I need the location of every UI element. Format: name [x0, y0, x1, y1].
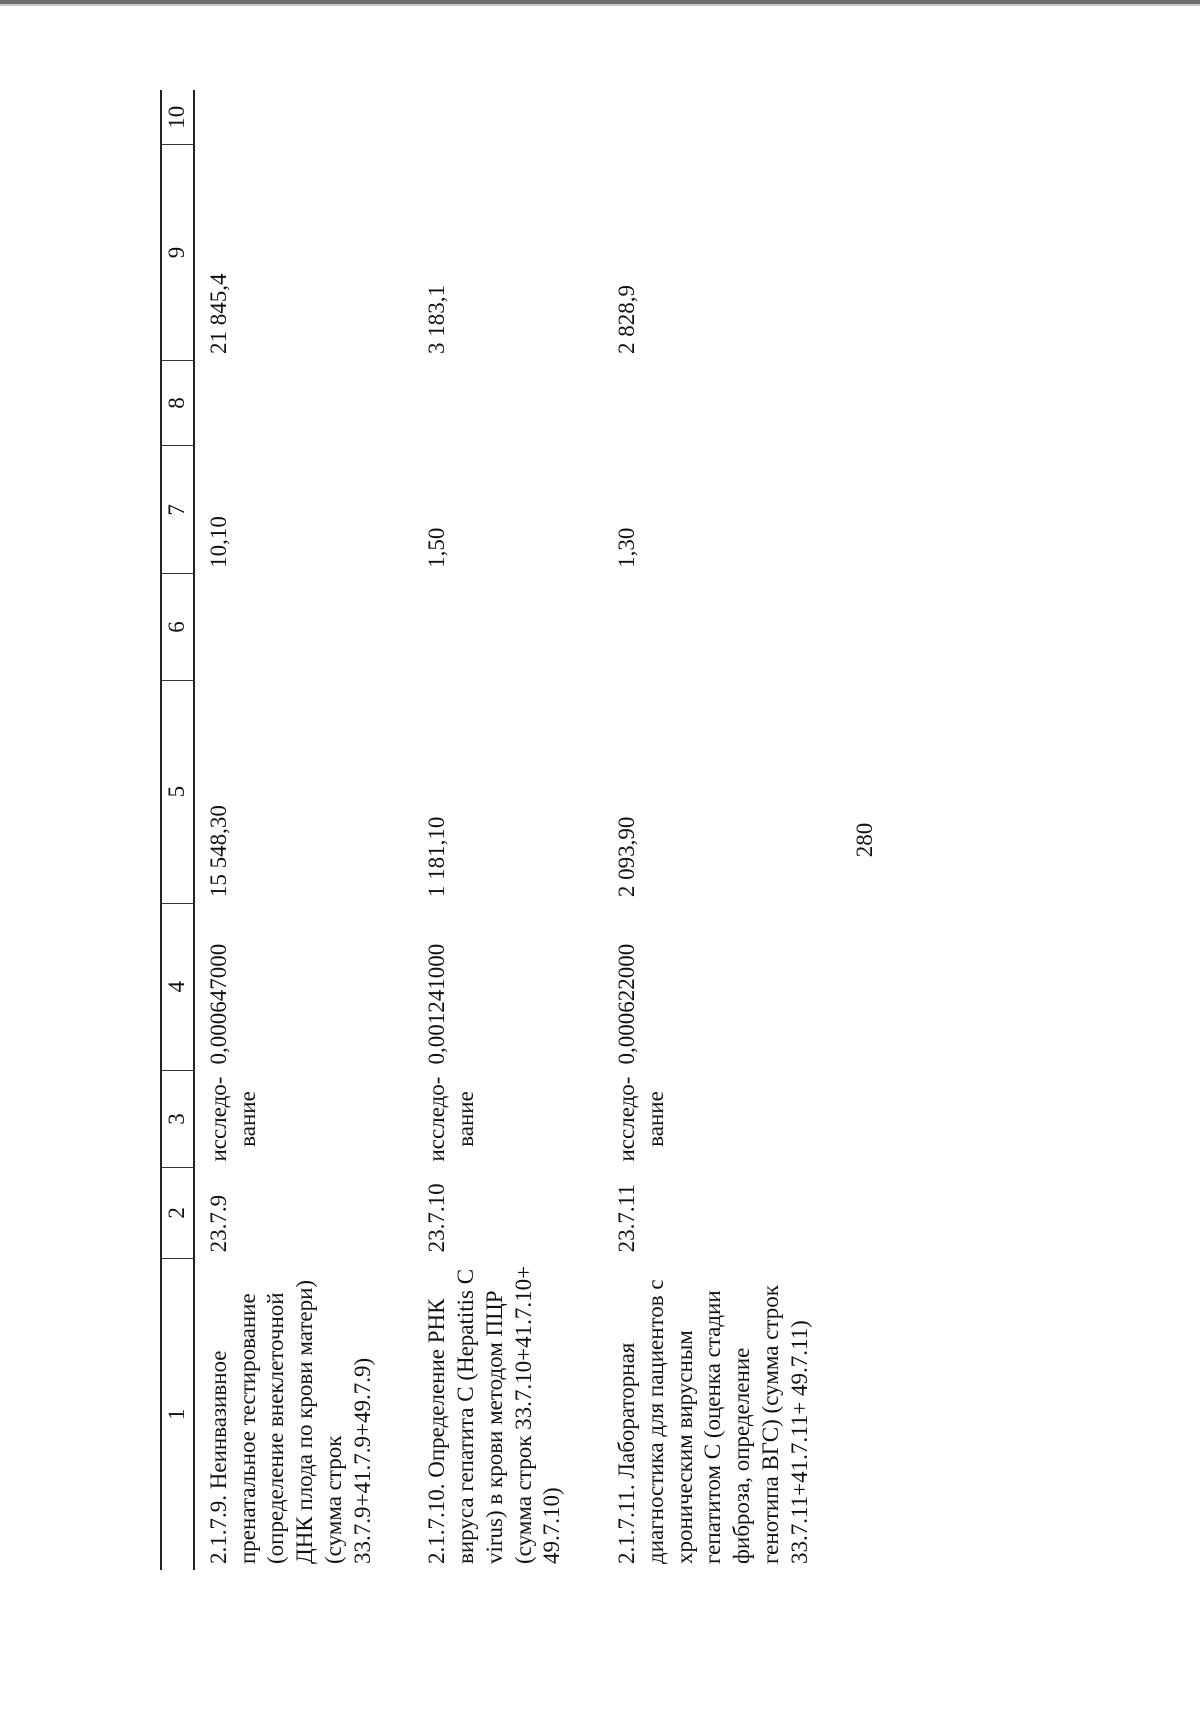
data-table	[160, 90, 850, 1570]
row-col6-cell	[413, 574, 603, 680]
row-col5-cell: 15 548,30	[205, 805, 231, 898]
row-col8-cell	[194, 360, 414, 446]
row-col4-cell: 0,001241000	[424, 943, 450, 1065]
row-col7-cell: 10,10	[205, 516, 231, 568]
row-col4-cell: 0,000622000	[614, 943, 639, 1065]
row-unit-cell: исследо-вание	[424, 1076, 478, 1162]
row-col8-cell	[413, 360, 603, 446]
column-header-6: 6	[161, 574, 194, 680]
table-row	[603, 90, 850, 1570]
row-col9-cell: 21 845,4	[205, 273, 231, 355]
row-col9-cell: 2 828,9	[614, 285, 639, 355]
row-col7-cell: 1,30	[614, 527, 639, 568]
row-code-cell: 23.7.11	[614, 1184, 639, 1253]
column-header-8: 8	[161, 360, 194, 446]
scan-edge-shadow	[0, 4, 1200, 6]
row-col5-cell: 1 181,10	[424, 816, 450, 898]
row-unit-cell: исследо-вание	[614, 1076, 668, 1162]
row-col8-cell	[603, 360, 850, 446]
column-header-9: 9	[161, 145, 194, 360]
row-col4-cell: 0,000647000	[205, 943, 231, 1065]
rotated-page	[20, 50, 1120, 1650]
row-col10-cell	[603, 90, 850, 145]
column-header-10: 10	[161, 90, 194, 145]
row-col5-cell: 2 093,90	[614, 816, 639, 898]
column-header-1: 1	[161, 1258, 194, 1570]
row-code-cell: 23.7.10	[424, 1183, 450, 1253]
column-header-7: 7	[161, 446, 194, 574]
column-header-3: 3	[161, 1071, 194, 1168]
row-col9-cell: 3 183,1	[424, 285, 450, 355]
table-row	[194, 90, 414, 1570]
column-header-2: 2	[161, 1168, 194, 1259]
row-unit-cell: исследо-вание	[205, 1076, 260, 1162]
row-name-cell: 2.1.7.9. Неинвазивное пренатальное тестирование (определение внеклеточной ДНК плода по крови матери) (сумма строк 33.7.9+41.7.9+49.7.9)	[205, 1279, 375, 1564]
column-header-5: 5	[161, 680, 194, 903]
row-code-cell: 23.7.9	[205, 1194, 231, 1253]
header-row	[161, 90, 194, 1570]
table-row	[413, 90, 603, 1570]
row-col6-cell	[194, 574, 414, 680]
column-header-4: 4	[161, 903, 194, 1070]
row-name-cell: 2.1.7.11. Лабораторная диагностика для пациентов с хроническим вирусным гепатитом С (оценка стадии фиброза, определение генотипа ВГС) (сумма строк 33.7.11+41.7.11+ 49.7.11)	[614, 1279, 812, 1564]
row-name-cell: 2.1.7.10. Определение РНК вируса гепатита С (Hepatitis C virus) в крови методом ПЦР (сумма строк 33.7.10+41.7.10+ 49.7.10)	[424, 1265, 565, 1564]
row-col10-cell	[194, 90, 414, 145]
row-col7-cell: 1,50	[424, 527, 450, 568]
row-col6-cell	[603, 574, 850, 680]
page-number: 280	[852, 822, 877, 858]
row-col10-cell	[413, 90, 603, 145]
